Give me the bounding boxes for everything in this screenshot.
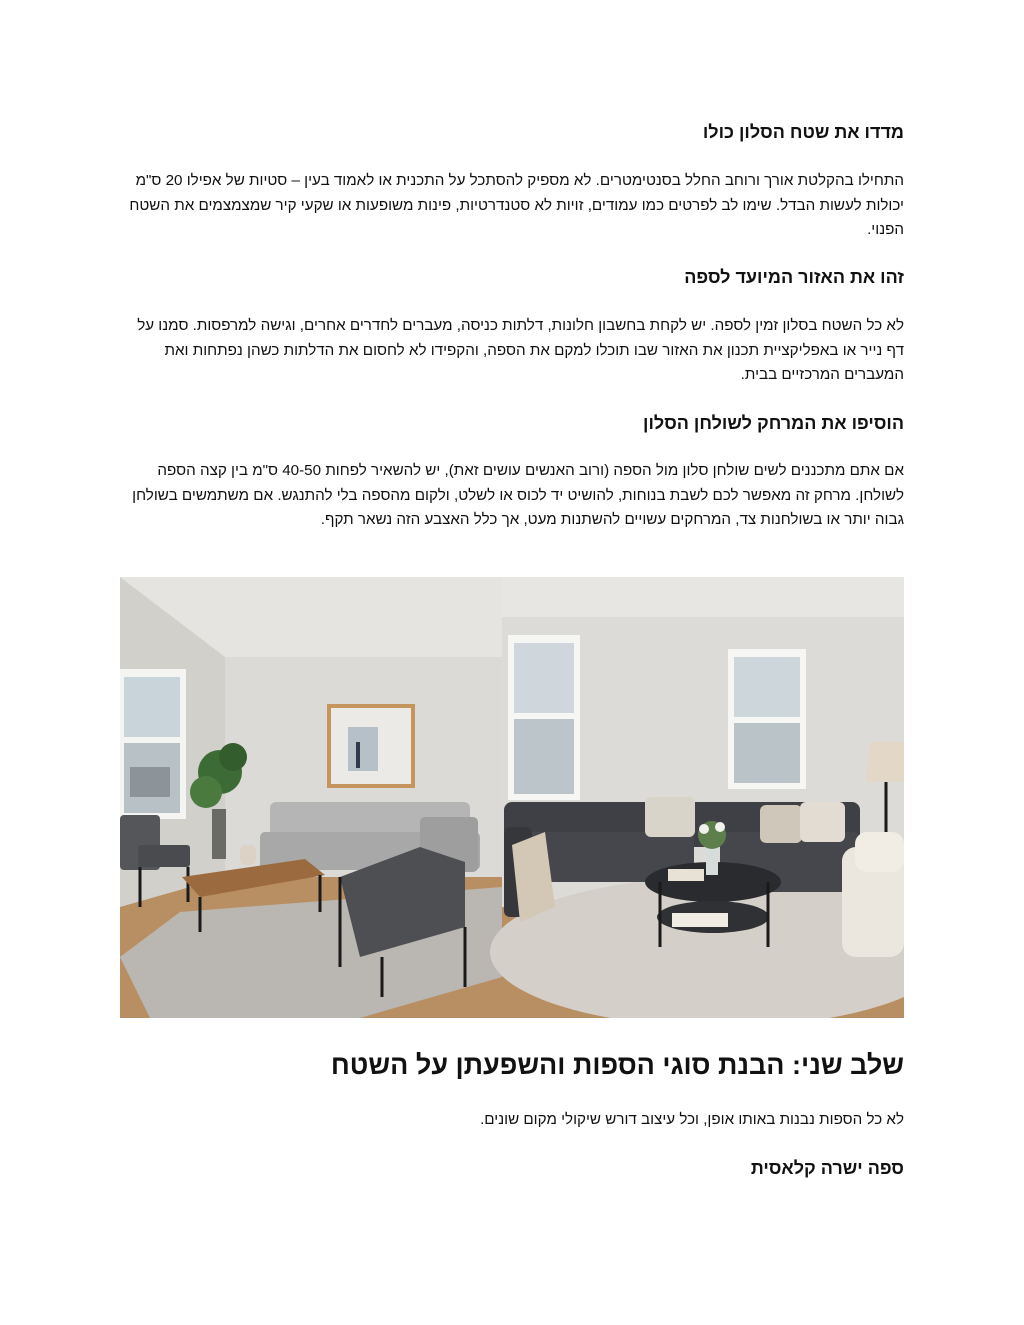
next-heading: ספה ישרה קלאסית (750, 1158, 904, 1178)
stage-intro: לא כל הספות נבנות באותו אופן, וכל עיצוב דורש שיקולי מקום שונים. (480, 1111, 904, 1128)
section-heading-measure: מדדו את שטח הסלון כולו (702, 122, 904, 142)
section-heading-sofa-area: זהו את האזור המיועד לספה (684, 267, 904, 287)
right-room-image (490, 577, 904, 1018)
section-body-sofa-area: לא כל השטח בסלון זמין לספה. יש לקחת בחשבון חלונות, דלתות כניסה, מעברים לחדרים אחרים, וגישה למרפסות. סמנו על דף נייר או באפליקציית תכנון את האזור שבו תוכלו למקם את הספה, והקפידו לא לחסום את הדלתות כשהן נפתחות ואת המעברים המרכזיים בבית. (137, 317, 904, 383)
living-room-photo (120, 577, 904, 1018)
section-heading-coffee-table: הוסיפו את המרחק לשולחן הסלון (643, 413, 904, 433)
stage-title: שלב שני: הבנת סוגי הספות והשפעתן על השטח (330, 1050, 904, 1080)
section-body-coffee-table: אם אתם מתכננים לשים שולחן סלון מול הספה (ורוב האנשים עושים זאת), יש להשאיר לפחות 40-50 ס"מ בין קצה הספה לשולחן. מרחק זה מאפשר לכם לשבת בנוחות, להושיט יד לכוס או לשלט, ולקום מהספה בלי להתנגש. אם משתמשים בשולחן גבוה יותר או בשולחנות צד, המרחקים עשויים להשתנות מעט, אך כלל האצבע הזה נשאר תקף. (132, 462, 904, 528)
section-body-measure: התחילו בהקלטת אורך ורוחב החלל בסנטימטרים. לא מספיק להסתכל על התכנית או לאמוד בעין – סטיות של אפילו 20 ס"מ יכולות לעשות הבדל. שימו לב לפרטים כמו עמודים, זויות לא סטנדרטיות, פינות משופעות או שקעי קיר שמצמצמים את השטח הפנוי. (129, 172, 904, 238)
left-room-image (120, 577, 502, 1018)
